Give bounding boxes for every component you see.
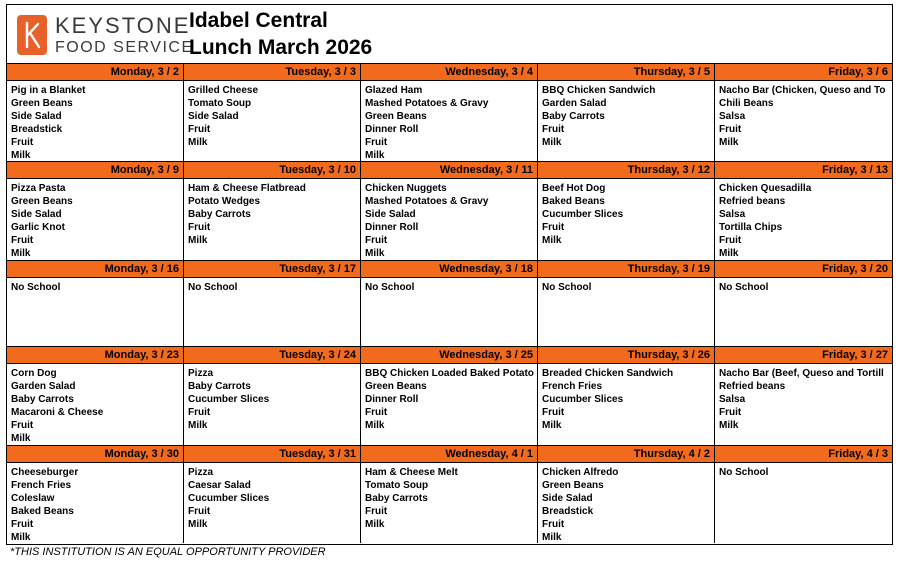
menu-items (361, 364, 537, 432)
day-header: Thursday, 3 / 12 (538, 162, 714, 179)
menu-item: Fruit (188, 506, 211, 517)
menu-frame (6, 4, 893, 545)
menu-item: Corn Dog (11, 368, 57, 379)
day-header: Monday, 3 / 16 (7, 261, 183, 278)
day-cell (538, 446, 715, 543)
day-cell (715, 347, 892, 445)
day-cell (538, 64, 715, 161)
menu-item: Grilled Cheese (188, 85, 259, 96)
menu-item: No School (719, 467, 769, 478)
keystone-k-icon (17, 15, 47, 55)
menu-item: Cucumber Slices (188, 394, 270, 405)
menu-item: Milk (11, 248, 31, 259)
menu-item: No School (542, 282, 592, 293)
menu-item: Milk (542, 532, 562, 543)
day-cell (184, 446, 361, 543)
week-row (7, 161, 892, 260)
menu-item: Chili Beans (719, 98, 774, 109)
week-row (7, 445, 892, 543)
menu-item: Caesar Salad (188, 480, 251, 491)
day-header: Friday, 3 / 20 (715, 261, 892, 278)
menu-item: No School (365, 282, 415, 293)
menu-item: Fruit (542, 519, 565, 530)
menu-item: Milk (719, 420, 739, 431)
day-cell (715, 261, 892, 346)
menu-item: Pizza Pasta (11, 183, 66, 194)
menu-item: Fruit (542, 407, 565, 418)
day-header: Friday, 3 / 6 (715, 64, 892, 81)
menu-items (7, 278, 183, 294)
day-cell (538, 162, 715, 260)
menu-item: Chicken Nuggets (365, 183, 447, 194)
menu-item: Garden Salad (11, 381, 76, 392)
menu-item: Milk (188, 235, 208, 246)
day-header: Friday, 3 / 27 (715, 347, 892, 364)
menu-item: Refried beans (719, 381, 786, 392)
menu-item: Milk (188, 137, 208, 148)
menu-item: BBQ Chicken Sandwich (542, 85, 656, 96)
day-cell (715, 446, 892, 543)
menu-item: Baked Beans (11, 506, 74, 517)
week-row (7, 346, 892, 445)
menu-item: Glazed Ham (365, 85, 423, 96)
day-cell (538, 347, 715, 445)
menu-items (184, 364, 360, 432)
day-header: Wednesday, 3 / 25 (361, 347, 537, 364)
menu-item: Fruit (188, 222, 211, 233)
menu-item: Macaroni & Cheese (11, 407, 104, 418)
day-cell (184, 162, 361, 260)
menu-items (184, 278, 360, 294)
menu-item: Cucumber Slices (542, 394, 624, 405)
day-header: Friday, 4 / 3 (715, 446, 892, 463)
menu-item: Fruit (11, 235, 34, 246)
menu-item: Baby Carrots (365, 493, 428, 504)
day-cell (715, 162, 892, 260)
menu-item: Fruit (365, 137, 388, 148)
day-header: Thursday, 3 / 26 (538, 347, 714, 364)
menu-item: Side Salad (188, 111, 239, 122)
menu-item: Milk (542, 420, 562, 431)
day-header: Wednesday, 3 / 4 (361, 64, 537, 81)
menu-title: Lunch March 2026 (189, 36, 373, 59)
keystone-logo (13, 9, 194, 59)
menu-item: Milk (188, 519, 208, 530)
menu-item: Fruit (11, 519, 34, 530)
menu-item: Mashed Potatoes & Gravy (365, 98, 489, 109)
menu-item: Potato Wedges (188, 196, 261, 207)
menu-items (361, 179, 537, 260)
menu-items (361, 463, 537, 531)
menu-item: Tortilla Chips (719, 222, 783, 233)
menu-items (538, 364, 714, 432)
menu-item: Fruit (365, 407, 388, 418)
menu-item: Fruit (365, 235, 388, 246)
day-header: Monday, 3 / 30 (7, 446, 183, 463)
day-header: Thursday, 4 / 2 (538, 446, 714, 463)
menu-item: Pizza (188, 368, 214, 379)
menu-item: Green Beans (365, 381, 427, 392)
menu-item: French Fries (11, 480, 72, 491)
menu-item: Pizza (188, 467, 214, 478)
day-header: Monday, 3 / 9 (7, 162, 183, 179)
menu-item: Fruit (719, 124, 742, 135)
day-header: Monday, 3 / 23 (7, 347, 183, 364)
day-header: Tuesday, 3 / 17 (184, 261, 360, 278)
day-header: Friday, 3 / 13 (715, 162, 892, 179)
brand-subtitle: FOOD SERVICE (55, 39, 194, 56)
menu-item: Garlic Knot (11, 222, 65, 233)
day-cell (361, 64, 538, 161)
menu-item: Fruit (542, 124, 565, 135)
menu-item: Dinner Roll (365, 222, 419, 233)
menu-item: Fruit (719, 407, 742, 418)
menu-item: Milk (542, 235, 562, 246)
menu-item: Side Salad (542, 493, 593, 504)
menu-item: Cucumber Slices (188, 493, 270, 504)
day-header: Wednesday, 3 / 11 (361, 162, 537, 179)
menu-item: Salsa (719, 111, 746, 122)
day-cell (361, 261, 538, 346)
menu-items (715, 364, 892, 432)
menu-item: Nacho Bar (Chicken, Queso and To (719, 85, 886, 96)
menu-item: Salsa (719, 209, 746, 220)
day-cell (361, 162, 538, 260)
menu-items (715, 179, 892, 260)
menu-items (715, 81, 892, 149)
menu-item: Fruit (542, 222, 565, 233)
day-cell (7, 347, 184, 445)
menu-item: Tomato Soup (365, 480, 429, 491)
menu-item: Milk (719, 137, 739, 148)
menu-item: Cheeseburger (11, 467, 79, 478)
menu-item: Salsa (719, 394, 746, 405)
menu-items (538, 463, 714, 543)
menu-item: Milk (188, 420, 208, 431)
menu-item: Green Beans (11, 196, 73, 207)
menu-item: Coleslaw (11, 493, 55, 504)
menu-item: Green Beans (365, 111, 427, 122)
menu-item: Baked Beans (542, 196, 605, 207)
menu-item: Baby Carrots (188, 381, 251, 392)
school-name: Idabel Central (189, 9, 328, 32)
menu-item: Fruit (188, 124, 211, 135)
day-header: Thursday, 3 / 19 (538, 261, 714, 278)
day-cell (7, 261, 184, 346)
menu-item: Fruit (11, 420, 34, 431)
menu-item: Dinner Roll (365, 124, 419, 135)
menu-items (538, 81, 714, 149)
day-cell (361, 347, 538, 445)
menu-item: Dinner Roll (365, 394, 419, 405)
menu-item: Cucumber Slices (542, 209, 624, 220)
menu-item: Breadstick (542, 506, 594, 517)
menu-item: Milk (11, 532, 31, 543)
day-header: Tuesday, 3 / 10 (184, 162, 360, 179)
day-cell (538, 261, 715, 346)
header (7, 5, 892, 63)
day-header: Wednesday, 4 / 1 (361, 446, 537, 463)
menu-item: Green Beans (11, 98, 73, 109)
menu-item: Milk (365, 150, 385, 161)
menu-item: Chicken Alfredo (542, 467, 619, 478)
day-cell (7, 162, 184, 260)
menu-item: Green Beans (542, 480, 604, 491)
menu-item: Fruit (188, 407, 211, 418)
day-cell (7, 446, 184, 543)
brand-name: KEYSTONE (55, 13, 191, 38)
menu-item: Fruit (365, 506, 388, 517)
menu-items (184, 81, 360, 149)
week-row (7, 63, 892, 161)
menu-item: Breaded Chicken Sandwich (542, 368, 674, 379)
menu-item: Milk (11, 150, 31, 161)
menu-item: No School (11, 282, 61, 293)
day-cell (184, 347, 361, 445)
menu-items (538, 179, 714, 247)
menu-item: Milk (11, 433, 31, 444)
menu-item: Milk (365, 519, 385, 530)
menu-item: Baby Carrots (11, 394, 74, 405)
menu-calendar (7, 63, 892, 543)
footer-disclaimer: *THIS INSTITUTION IS AN EQUAL OPPORTUNITY PROVIDER (10, 546, 326, 558)
menu-item: Ham & Cheese Flatbread (188, 183, 306, 194)
menu-items (361, 278, 537, 294)
menu-items (7, 179, 183, 260)
day-header: Tuesday, 3 / 24 (184, 347, 360, 364)
menu-item: Chicken Quesadilla (719, 183, 812, 194)
day-header: Tuesday, 3 / 31 (184, 446, 360, 463)
week-row (7, 260, 892, 346)
menu-item: Side Salad (11, 111, 62, 122)
menu-item: Milk (542, 137, 562, 148)
menu-items (361, 81, 537, 161)
menu-items (184, 179, 360, 247)
menu-item: Beef Hot Dog (542, 183, 606, 194)
menu-item: Side Salad (11, 209, 62, 220)
day-cell (715, 64, 892, 161)
menu-items (7, 364, 183, 445)
menu-item: No School (188, 282, 238, 293)
menu-item: BBQ Chicken Loaded Baked Potato (365, 368, 534, 379)
menu-items (7, 463, 183, 543)
day-header: Monday, 3 / 2 (7, 64, 183, 81)
menu-item: Milk (365, 248, 385, 259)
day-header: Tuesday, 3 / 3 (184, 64, 360, 81)
menu-item: Mashed Potatoes & Gravy (365, 196, 489, 207)
menu-items (7, 81, 183, 161)
menu-item: Fruit (11, 137, 34, 148)
menu-item: French Fries (542, 381, 603, 392)
menu-item: Baby Carrots (542, 111, 605, 122)
menu-items (184, 463, 360, 531)
menu-item: Side Salad (365, 209, 416, 220)
menu-item: Milk (365, 420, 385, 431)
menu-item: No School (719, 282, 769, 293)
day-cell (184, 64, 361, 161)
menu-item: Milk (719, 248, 739, 259)
day-header: Thursday, 3 / 5 (538, 64, 714, 81)
menu-items (715, 463, 892, 479)
menu-item: Garden Salad (542, 98, 607, 109)
menu-item: Fruit (719, 235, 742, 246)
menu-item: Tomato Soup (188, 98, 252, 109)
menu-item: Breadstick (11, 124, 63, 135)
menu-item: Baby Carrots (188, 209, 251, 220)
menu-items (715, 278, 892, 294)
menu-item: Nacho Bar (Beef, Queso and Tortill (719, 368, 884, 379)
day-cell (7, 64, 184, 161)
menu-item: Pig in a Blanket (11, 85, 86, 96)
day-cell (184, 261, 361, 346)
day-cell (361, 446, 538, 543)
menu-item: Ham & Cheese Melt (365, 467, 458, 478)
menu-item: Refried beans (719, 196, 786, 207)
day-header: Wednesday, 3 / 18 (361, 261, 537, 278)
menu-items (538, 278, 714, 294)
